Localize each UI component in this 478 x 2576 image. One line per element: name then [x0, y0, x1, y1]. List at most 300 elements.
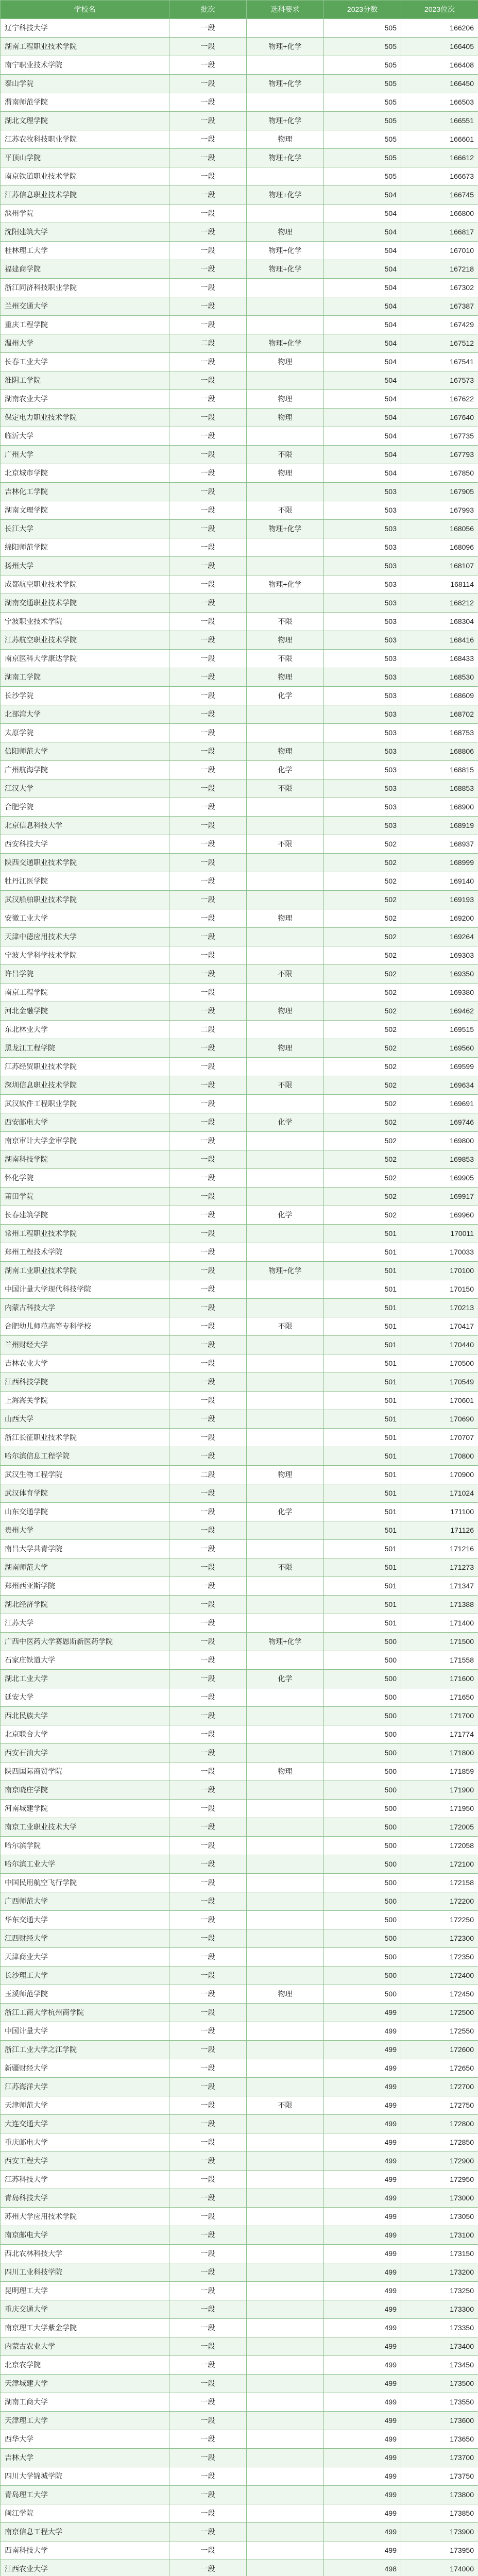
- subject-cell: [247, 2022, 324, 2041]
- rank-cell: 167573: [401, 371, 478, 390]
- score-cell: 505: [324, 112, 401, 130]
- batch-cell: 一段: [169, 1614, 247, 1633]
- score-cell: 503: [324, 631, 401, 650]
- subject-cell: [247, 1243, 324, 1262]
- subject-cell: 物理: [247, 1985, 324, 2004]
- subject-cell: [247, 1614, 324, 1633]
- score-cell: 499: [324, 2115, 401, 2133]
- school-name-cell: 南京工程学院: [1, 984, 169, 1002]
- rank-cell: 169380: [401, 984, 478, 1002]
- subject-cell: 物理+化学: [247, 1633, 324, 1651]
- batch-cell: 一段: [169, 390, 247, 409]
- batch-cell: 一段: [169, 2041, 247, 2059]
- batch-cell: 一段: [169, 761, 247, 779]
- batch-cell: 一段: [169, 2208, 247, 2226]
- score-cell: 499: [324, 2449, 401, 2467]
- rank-cell: 170033: [401, 1243, 478, 1262]
- rank-cell: 171126: [401, 1521, 478, 1540]
- score-cell: 500: [324, 1874, 401, 1892]
- batch-cell: 一段: [169, 1262, 247, 1280]
- table-row: [1, 1762, 478, 1781]
- subject-cell: [247, 1744, 324, 1762]
- table-row: [1, 334, 478, 353]
- subject-cell: 物理+化学: [247, 112, 324, 130]
- batch-cell: 一段: [169, 1039, 247, 1058]
- table-row: [1, 1596, 478, 1614]
- school-name-cell: 浙江同济科技职业学院: [1, 279, 169, 297]
- subject-cell: [247, 538, 324, 557]
- subject-cell: [247, 2133, 324, 2152]
- subject-cell: [247, 1225, 324, 1243]
- batch-cell: 一段: [169, 1354, 247, 1373]
- school-name-cell: 郑州工程技术学院: [1, 1243, 169, 1262]
- rank-cell: 173400: [401, 2337, 478, 2356]
- school-name-cell: 湖南科技学院: [1, 1150, 169, 1169]
- batch-cell: 一段: [169, 2412, 247, 2430]
- subject-cell: [247, 2541, 324, 2560]
- score-cell: 502: [324, 1039, 401, 1058]
- table-row: [1, 1021, 478, 1039]
- rank-cell: 172400: [401, 1967, 478, 1985]
- subject-cell: [247, 2152, 324, 2171]
- score-cell: 502: [324, 1169, 401, 1188]
- batch-cell: 一段: [169, 242, 247, 260]
- score-cell: 503: [324, 779, 401, 798]
- score-cell: 499: [324, 2375, 401, 2393]
- rank-cell: 171950: [401, 1800, 478, 1818]
- subject-cell: [247, 854, 324, 872]
- table-row: [1, 2393, 478, 2412]
- subject-cell: [247, 1336, 324, 1354]
- rank-cell: 170549: [401, 1373, 478, 1392]
- school-name-cell: 西安邮电大学: [1, 1113, 169, 1132]
- rank-cell: 171859: [401, 1762, 478, 1781]
- subject-cell: 物理: [247, 1762, 324, 1781]
- score-cell: 500: [324, 1892, 401, 1911]
- school-name-cell: 兰州交通大学: [1, 297, 169, 316]
- batch-cell: 一段: [169, 167, 247, 186]
- score-cell: 501: [324, 1521, 401, 1540]
- school-name-cell: 哈尔滨学院: [1, 1837, 169, 1855]
- table-row: [1, 2541, 478, 2560]
- table-row: [1, 1076, 478, 1095]
- batch-cell: 一段: [169, 946, 247, 965]
- subject-cell: 物理: [247, 909, 324, 928]
- batch-cell: 一段: [169, 1429, 247, 1447]
- score-cell: 503: [324, 575, 401, 594]
- table-row: [1, 464, 478, 483]
- score-cell: 504: [324, 223, 401, 242]
- rank-cell: 167850: [401, 464, 478, 483]
- subject-cell: [247, 1095, 324, 1113]
- subject-cell: [247, 93, 324, 112]
- table-row: [1, 650, 478, 668]
- rank-cell: 171273: [401, 1558, 478, 1577]
- score-cell: 500: [324, 1781, 401, 1800]
- school-name-cell: 南宁职业技术学院: [1, 56, 169, 75]
- school-name-cell: 吉林化工学院: [1, 483, 169, 501]
- batch-cell: 一段: [169, 56, 247, 75]
- score-cell: 502: [324, 1132, 401, 1150]
- table-row: [1, 724, 478, 742]
- score-cell: 500: [324, 1929, 401, 1948]
- school-name-cell: 成都航空职业技术学院: [1, 575, 169, 594]
- table-row: [1, 1651, 478, 1670]
- table-row: [1, 2560, 478, 2576]
- school-name-cell: 内蒙古农业大学: [1, 2337, 169, 2356]
- rank-cell: 167905: [401, 483, 478, 501]
- batch-cell: 一段: [169, 538, 247, 557]
- rank-cell: 172100: [401, 1855, 478, 1874]
- batch-cell: 一段: [169, 1058, 247, 1076]
- score-cell: 499: [324, 2022, 401, 2041]
- subject-cell: [247, 2189, 324, 2208]
- school-name-cell: 河北金融学院: [1, 1002, 169, 1021]
- table-row: [1, 390, 478, 409]
- table-row: [1, 2226, 478, 2245]
- school-name-cell: 北京农学院: [1, 2356, 169, 2375]
- school-name-cell: 南京工业职业技术大学: [1, 1818, 169, 1837]
- school-name-cell: 黑龙江工程学院: [1, 1039, 169, 1058]
- rank-cell: 168853: [401, 779, 478, 798]
- school-name-cell: 淮阴工学院: [1, 371, 169, 390]
- school-name-cell: 青岛科技大学: [1, 2189, 169, 2208]
- score-cell: 499: [324, 2171, 401, 2189]
- score-cell: 503: [324, 594, 401, 613]
- rank-cell: 168304: [401, 613, 478, 631]
- rank-cell: 168806: [401, 742, 478, 761]
- subject-cell: [247, 1058, 324, 1076]
- table-row: [1, 353, 478, 371]
- table-row: [1, 2152, 478, 2171]
- table-row: [1, 409, 478, 427]
- table-row: [1, 1392, 478, 1410]
- subject-cell: [247, 817, 324, 835]
- school-name-cell: 合肥学院: [1, 798, 169, 817]
- subject-cell: [247, 1373, 324, 1392]
- batch-cell: 一段: [169, 2337, 247, 2356]
- subject-cell: [247, 167, 324, 186]
- table-row: [1, 1299, 478, 1317]
- school-name-cell: 贵州大学: [1, 1521, 169, 1540]
- school-name-cell: 长江大学: [1, 520, 169, 538]
- rank-cell: 169140: [401, 872, 478, 891]
- rank-cell: 166673: [401, 167, 478, 186]
- batch-cell: 一段: [169, 1948, 247, 1967]
- rank-cell: 171774: [401, 1725, 478, 1744]
- table-row: [1, 2356, 478, 2375]
- subject-cell: [247, 1781, 324, 1800]
- score-cell: 503: [324, 761, 401, 779]
- table-row: [1, 1466, 478, 1484]
- rank-cell: 173100: [401, 2226, 478, 2245]
- subject-cell: [247, 1707, 324, 1725]
- subject-cell: 物理+化学: [247, 149, 324, 167]
- subject-cell: 不限: [247, 501, 324, 520]
- rank-cell: 166450: [401, 75, 478, 93]
- table-row: [1, 19, 478, 38]
- school-name-cell: 天津理工大学: [1, 2412, 169, 2430]
- table-row: [1, 1929, 478, 1948]
- school-name-cell: 吉林农业大学: [1, 1354, 169, 1373]
- rank-cell: 169350: [401, 965, 478, 984]
- table-row: [1, 1874, 478, 1892]
- subject-cell: [247, 2041, 324, 2059]
- school-name-cell: 四川大学锦城学院: [1, 2467, 169, 2486]
- school-name-cell: 温州大学: [1, 334, 169, 353]
- school-name-cell: 浙江工业大学之江学院: [1, 2041, 169, 2059]
- batch-cell: 一段: [169, 2467, 247, 2486]
- score-cell: 503: [324, 501, 401, 520]
- subject-cell: [247, 798, 324, 817]
- rank-cell: 169193: [401, 891, 478, 909]
- school-name-cell: 兰州财经大学: [1, 1336, 169, 1354]
- score-cell: 500: [324, 1911, 401, 1929]
- score-cell: 501: [324, 1410, 401, 1429]
- header-subject-requirement: 选科要求: [247, 1, 324, 19]
- score-cell: 499: [324, 2226, 401, 2245]
- subject-cell: [247, 1021, 324, 1039]
- school-name-cell: 重庆工程学院: [1, 316, 169, 334]
- score-cell: 499: [324, 2096, 401, 2115]
- table-row: [1, 1058, 478, 1076]
- subject-cell: [247, 946, 324, 965]
- rank-cell: 173600: [401, 2412, 478, 2430]
- school-name-cell: 天津商业大学: [1, 1948, 169, 1967]
- table-row: [1, 75, 478, 93]
- school-name-cell: 山西大学: [1, 1410, 169, 1429]
- school-name-cell: 江汉大学: [1, 779, 169, 798]
- subject-cell: [247, 1725, 324, 1744]
- school-name-cell: 江西农业大学: [1, 2560, 169, 2576]
- batch-cell: 一段: [169, 1929, 247, 1948]
- score-cell: 501: [324, 1540, 401, 1558]
- batch-cell: 一段: [169, 279, 247, 297]
- school-name-cell: 常州工程职业技术学院: [1, 1225, 169, 1243]
- batch-cell: 一段: [169, 1911, 247, 1929]
- table-row: [1, 186, 478, 205]
- subject-cell: [247, 1800, 324, 1818]
- subject-cell: [247, 1169, 324, 1188]
- school-name-cell: 长沙学院: [1, 687, 169, 705]
- score-cell: 502: [324, 1150, 401, 1169]
- batch-cell: 一段: [169, 1577, 247, 1596]
- score-cell: 504: [324, 371, 401, 390]
- score-cell: 504: [324, 464, 401, 483]
- school-name-cell: 许昌学院: [1, 965, 169, 984]
- batch-cell: 一段: [169, 2523, 247, 2541]
- batch-cell: 一段: [169, 464, 247, 483]
- rank-cell: 171650: [401, 1688, 478, 1707]
- rank-cell: 168530: [401, 668, 478, 687]
- score-cell: 499: [324, 2004, 401, 2022]
- batch-cell: 一段: [169, 1280, 247, 1299]
- table-row: [1, 1354, 478, 1373]
- subject-cell: 物理: [247, 223, 324, 242]
- school-name-cell: 广西师范大学: [1, 1892, 169, 1911]
- school-name-cell: 青岛理工大学: [1, 2486, 169, 2504]
- school-name-cell: 中国计量大学现代科技学院: [1, 1280, 169, 1299]
- school-name-cell: 南京信息工程大学: [1, 2523, 169, 2541]
- school-name-cell: 湖南文理学院: [1, 501, 169, 520]
- subject-cell: [247, 297, 324, 316]
- score-cell: 505: [324, 75, 401, 93]
- subject-cell: [247, 1150, 324, 1169]
- school-name-cell: 湖南师范大学: [1, 1558, 169, 1577]
- batch-cell: 一段: [169, 260, 247, 279]
- score-cell: 503: [324, 557, 401, 575]
- subject-cell: [247, 1299, 324, 1317]
- table-row: [1, 668, 478, 687]
- batch-cell: 一段: [169, 613, 247, 631]
- school-name-cell: 上海海关学院: [1, 1392, 169, 1410]
- rank-cell: 166551: [401, 112, 478, 130]
- batch-cell: 一段: [169, 2430, 247, 2449]
- batch-cell: 一段: [169, 1651, 247, 1670]
- score-cell: 500: [324, 1688, 401, 1707]
- score-cell: 503: [324, 742, 401, 761]
- batch-cell: 一段: [169, 520, 247, 538]
- score-cell: 500: [324, 1707, 401, 1725]
- table-row: [1, 891, 478, 909]
- rank-cell: 166800: [401, 205, 478, 223]
- school-name-cell: 郑州西亚斯学院: [1, 1577, 169, 1596]
- score-cell: 504: [324, 279, 401, 297]
- rank-cell: 168212: [401, 594, 478, 613]
- score-cell: 501: [324, 1466, 401, 1484]
- rank-cell: 167302: [401, 279, 478, 297]
- score-cell: 505: [324, 38, 401, 56]
- batch-cell: 一段: [169, 2319, 247, 2337]
- table-row: [1, 1002, 478, 1021]
- subject-cell: [247, 1429, 324, 1447]
- school-name-cell: 福建商学院: [1, 260, 169, 279]
- school-name-cell: 西安科技大学: [1, 835, 169, 854]
- batch-cell: 一段: [169, 1725, 247, 1744]
- table-row: [1, 1800, 478, 1818]
- batch-cell: 一段: [169, 1800, 247, 1818]
- table-row: [1, 928, 478, 946]
- score-cell: 502: [324, 891, 401, 909]
- score-cell: 500: [324, 1670, 401, 1688]
- batch-cell: 一段: [169, 1150, 247, 1169]
- subject-cell: 不限: [247, 1558, 324, 1577]
- school-name-cell: 江西财经大学: [1, 1929, 169, 1948]
- school-name-cell: 临沂大学: [1, 427, 169, 446]
- batch-cell: 一段: [169, 2245, 247, 2263]
- school-name-cell: 湖南交通职业技术学院: [1, 594, 169, 613]
- score-cell: 501: [324, 1373, 401, 1392]
- subject-cell: 物理: [247, 390, 324, 409]
- rank-cell: 169746: [401, 1113, 478, 1132]
- table-row: [1, 1150, 478, 1169]
- table-row: [1, 557, 478, 575]
- score-cell: 502: [324, 1002, 401, 1021]
- subject-cell: [247, 2375, 324, 2393]
- batch-cell: 一段: [169, 483, 247, 501]
- batch-cell: 一段: [169, 779, 247, 798]
- school-name-cell: 滨州学院: [1, 205, 169, 223]
- score-cell: 500: [324, 1800, 401, 1818]
- score-cell: 500: [324, 1762, 401, 1781]
- score-cell: 501: [324, 1392, 401, 1410]
- rank-cell: 169599: [401, 1058, 478, 1076]
- score-cell: 502: [324, 1095, 401, 1113]
- header-school-name: 学校名: [1, 1, 169, 19]
- subject-cell: 化学: [247, 1503, 324, 1521]
- table-row: [1, 1707, 478, 1725]
- rank-cell: 169515: [401, 1021, 478, 1039]
- rank-cell: 168815: [401, 761, 478, 779]
- score-cell: 499: [324, 2245, 401, 2263]
- table-row: [1, 1262, 478, 1280]
- table-row: [1, 1095, 478, 1113]
- school-name-cell: 牡丹江医学院: [1, 872, 169, 891]
- score-cell: 501: [324, 1262, 401, 1280]
- school-name-cell: 武汉体育学院: [1, 1484, 169, 1503]
- batch-cell: 一段: [169, 353, 247, 371]
- rank-cell: 169462: [401, 1002, 478, 1021]
- table-row: [1, 1725, 478, 1744]
- rank-cell: 169303: [401, 946, 478, 965]
- subject-cell: [247, 2356, 324, 2375]
- subject-cell: [247, 2059, 324, 2078]
- subject-cell: 物理: [247, 1002, 324, 1021]
- batch-cell: 一段: [169, 1707, 247, 1725]
- rank-cell: 168433: [401, 650, 478, 668]
- subject-cell: [247, 1596, 324, 1614]
- subject-cell: 物理+化学: [247, 260, 324, 279]
- rank-cell: 169560: [401, 1039, 478, 1058]
- batch-cell: 一段: [169, 1670, 247, 1688]
- subject-cell: 化学: [247, 1206, 324, 1225]
- table-row: [1, 761, 478, 779]
- subject-cell: 物理: [247, 1466, 324, 1484]
- batch-cell: 二段: [169, 1466, 247, 1484]
- batch-cell: 一段: [169, 1410, 247, 1429]
- school-name-cell: 江苏信息职业技术学院: [1, 186, 169, 205]
- subject-cell: [247, 1280, 324, 1299]
- score-cell: 499: [324, 2504, 401, 2523]
- table-row: [1, 223, 478, 242]
- score-cell: 499: [324, 2059, 401, 2078]
- subject-cell: 物理+化学: [247, 38, 324, 56]
- score-cell: 504: [324, 242, 401, 260]
- batch-cell: 一段: [169, 223, 247, 242]
- rank-cell: 172850: [401, 2133, 478, 2152]
- table-row: [1, 1540, 478, 1558]
- batch-cell: 一段: [169, 2004, 247, 2022]
- score-cell: 501: [324, 1299, 401, 1317]
- score-cell: 500: [324, 1744, 401, 1762]
- table-row: [1, 1670, 478, 1688]
- table-row: [1, 1688, 478, 1707]
- score-cell: 504: [324, 297, 401, 316]
- rank-cell: 166503: [401, 93, 478, 112]
- table-row: [1, 520, 478, 538]
- batch-cell: 一段: [169, 575, 247, 594]
- rank-cell: 172250: [401, 1911, 478, 1929]
- table-row: [1, 1484, 478, 1503]
- table-row: [1, 1837, 478, 1855]
- rank-cell: 173000: [401, 2189, 478, 2208]
- rank-cell: 167541: [401, 353, 478, 371]
- table-row: [1, 1781, 478, 1800]
- rank-cell: 168919: [401, 817, 478, 835]
- school-name-cell: 安徽工业大学: [1, 909, 169, 928]
- score-cell: 500: [324, 1818, 401, 1837]
- score-cell: 503: [324, 668, 401, 687]
